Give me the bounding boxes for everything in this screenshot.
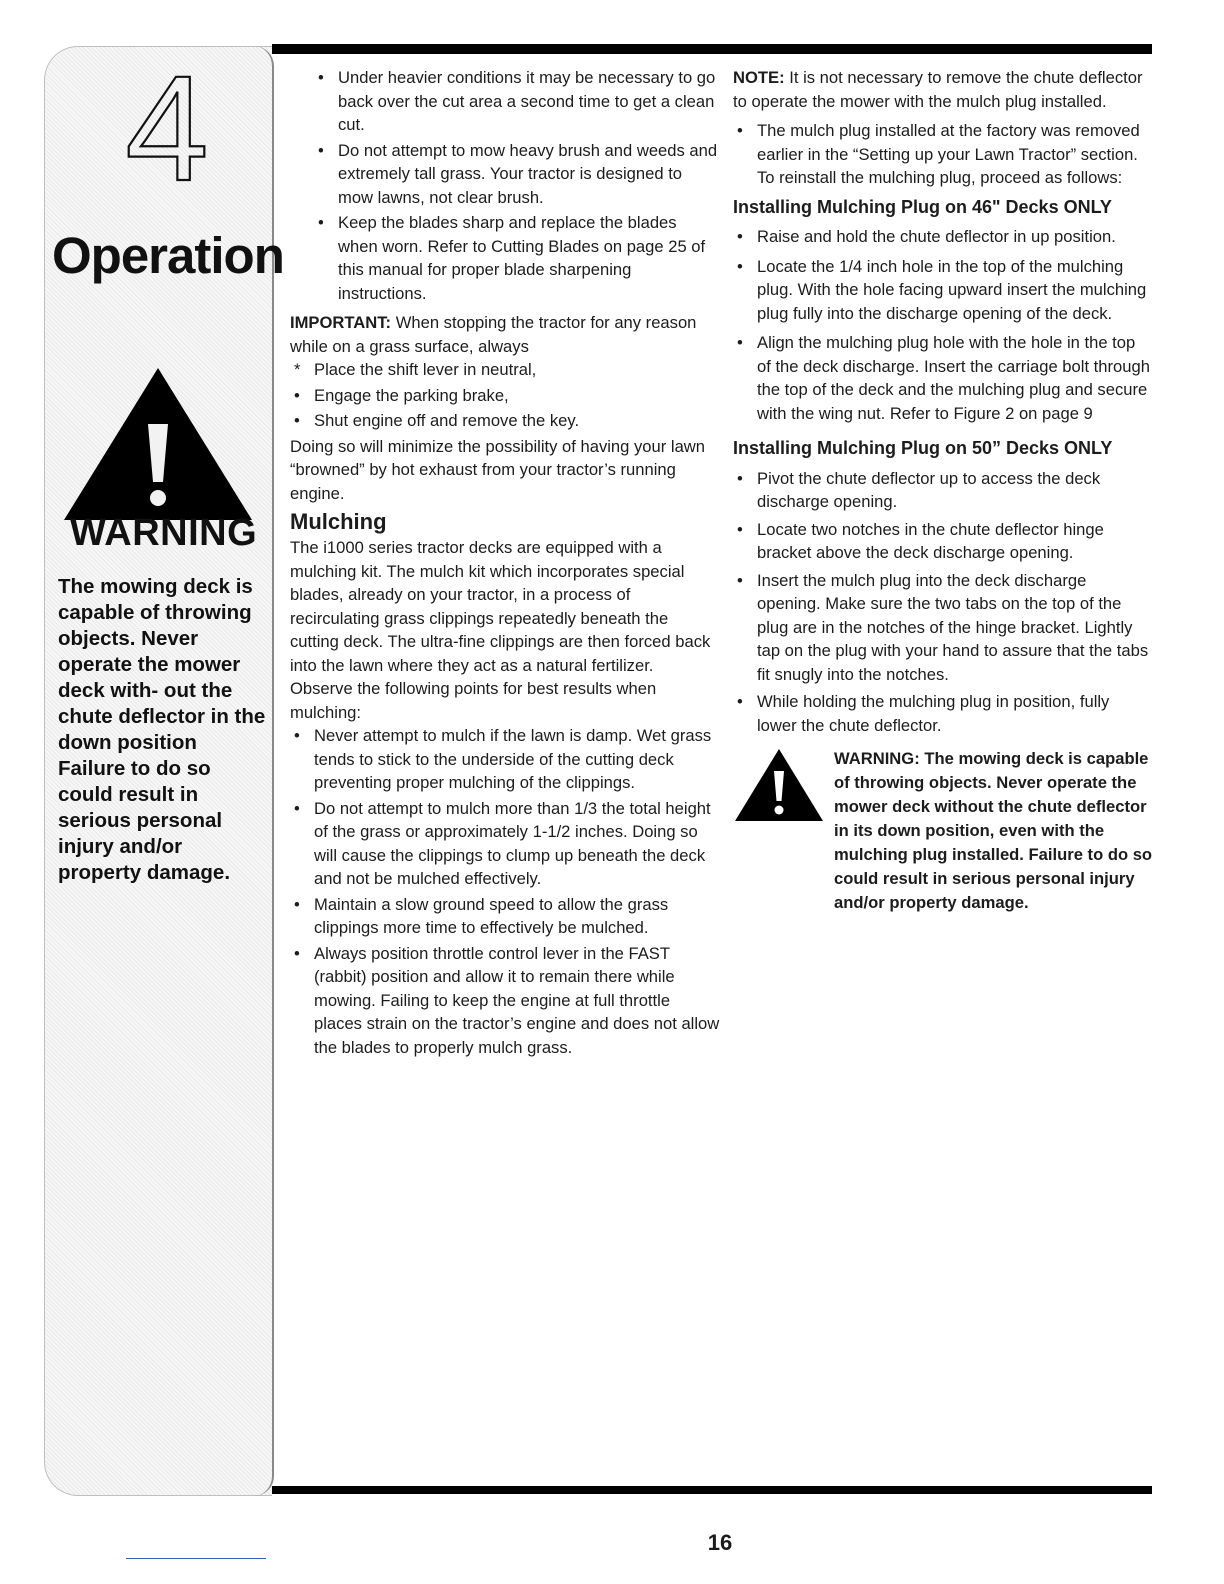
sidebar-warning-heading: WARNING — [70, 512, 258, 554]
warning-triangle-icon — [733, 747, 825, 823]
note-text: It is not necessary to remove the chute deflector to operate the mower with the mulch plug installed. — [733, 68, 1143, 111]
list-item: • Maintain a slow ground speed to allow the grass clippings more time to effectively be mulched. — [290, 893, 720, 940]
important-text: When stopping the tractor for any reason while on a grass surface, always — [290, 313, 697, 356]
list-item: • The mulch plug installed at the factory was removed earlier in the “Setting up your Lawn Tractor” section. To reinstall the mulching plug, proceed as follows: — [733, 119, 1153, 190]
bottom-rule — [272, 1486, 1152, 1494]
warning-triangle-icon — [60, 364, 256, 524]
heading-50-decks: Installing Mulching Plug on 50” Decks ONLY — [733, 438, 1113, 458]
mowing-tips-list — [290, 66, 720, 305]
doing-so-paragraph: Doing so will minimize the possibility of having your lawn “browned” by hot exhaust from your tractor’s running engine. — [290, 436, 706, 503]
footer-line — [126, 1558, 266, 1559]
chapter-number-outline — [122, 58, 212, 190]
middle-column — [290, 66, 720, 1061]
sidebar-warning-text: The mowing deck is capable of throwing objects. Never operate the mower deck with- out the chute deflector in the down position Failure to do so could result in serious personal injury and/or property damage. — [58, 575, 266, 884]
list-item: • While holding the mulching plug in position, fully lower the chute deflector. — [733, 690, 1153, 737]
list-item: • Never attempt to mulch if the lawn is damp. Wet grass tends to stick to the underside of the cutting deck preventing proper mulching of the clippings. — [290, 724, 720, 795]
right-column — [733, 66, 1153, 927]
stop-steps-list — [290, 358, 720, 433]
mulching-heading: Mulching — [290, 509, 387, 534]
steps-50-list — [733, 467, 1153, 738]
steps-46-list — [733, 225, 1153, 425]
list-item: • Raise and hold the chute deflector in up position. — [733, 225, 1153, 249]
list-item: • Do not attempt to mow heavy brush and weeds and extremely tall grass. Your tractor is designed to mow lawns, not clear brush. — [314, 139, 720, 210]
mulching-intro: The i1000 series tractor decks are equipped with a mulching kit. The mulch kit which incorporates special blades, already on your tractor, in a process of recirculating grass clippings repeatedly beneath the cutting deck. The ultra-fine clippings are then forced back into the lawn where they act as a natural fertilizer. — [290, 538, 711, 675]
note-paragraph — [733, 66, 1153, 113]
list-item: • Do not attempt to mulch more than 1/3 the total height of the grass or approximately 1-1/2 inches. Doing so will cause the clippings to clump up beneath the deck and not be mulched effectively. — [290, 797, 720, 891]
chapter-number: 4 — [125, 58, 209, 190]
observe-paragraph: Observe the following points for best results when mulching: — [290, 679, 657, 722]
important-label: IMPORTANT: — [290, 313, 392, 332]
deck-warning-text: WARNING: The mowing deck is capable of throwing objects. Never operate the mower deck without the chute deflector in its down position, even with the mulching plug installed. Failure to do so could result in serious personal injury and/or property damage. — [834, 749, 1153, 912]
list-item: • Locate the 1/4 inch hole in the top of the mulching plug. With the hole facing upward insert the mulching plug fully into the discharge opening of the deck. — [733, 255, 1153, 326]
list-item: • Pivot the chute deflector up to access the deck discharge opening. — [733, 467, 1153, 514]
list-item: • Keep the blades sharp and replace the blades when worn. Refer to Cutting Blades on page 25 of this manual for proper blade sharpening instructions. — [314, 211, 720, 305]
list-item: • Shut engine off and remove the key. — [290, 409, 720, 433]
list-item: • Under heavier conditions it may be necessary to go back over the cut area a second time to get a clean cut. — [314, 66, 720, 137]
chapter-title: Operation — [52, 227, 284, 284]
page-number: 16 — [707, 1530, 733, 1555]
deck-warning-box — [733, 747, 1153, 927]
list-item: • Engage the parking brake, — [290, 384, 720, 408]
heading-46-decks: Installing Mulching Plug on 46" Decks ONLY — [733, 196, 1112, 217]
note-list — [733, 119, 1153, 190]
list-item: • Align the mulching plug hole with the hole in the top of the deck discharge. Insert the carriage bolt through the top of the deck and the mulching plug and secure with the wing nut. Refer to Figure 2 on page 9 — [733, 331, 1153, 425]
mulching-tips-list — [290, 724, 720, 1059]
list-item: • Always position throttle control lever in the FAST (rabbit) position and allow it to remain there while mowing. Failing to keep the engine at full throttle places strain on the tractor’s engine and does not allow the blades to properly mulch grass. — [290, 942, 720, 1060]
list-item: * Place the shift lever in neutral, — [290, 358, 720, 382]
top-rule — [272, 44, 1152, 54]
list-item: • Locate two notches in the chute deflector hinge bracket above the deck discharge opening. — [733, 518, 1153, 565]
important-paragraph — [290, 311, 720, 358]
note-label: NOTE: — [733, 68, 785, 87]
list-item: • Insert the mulch plug into the deck discharge opening. Make sure the two tabs on the top of the plug are in the notches of the hinge bracket. Lightly tap on the plug with your hand to assure that the tabs fit snugly into the notches. — [733, 569, 1153, 687]
